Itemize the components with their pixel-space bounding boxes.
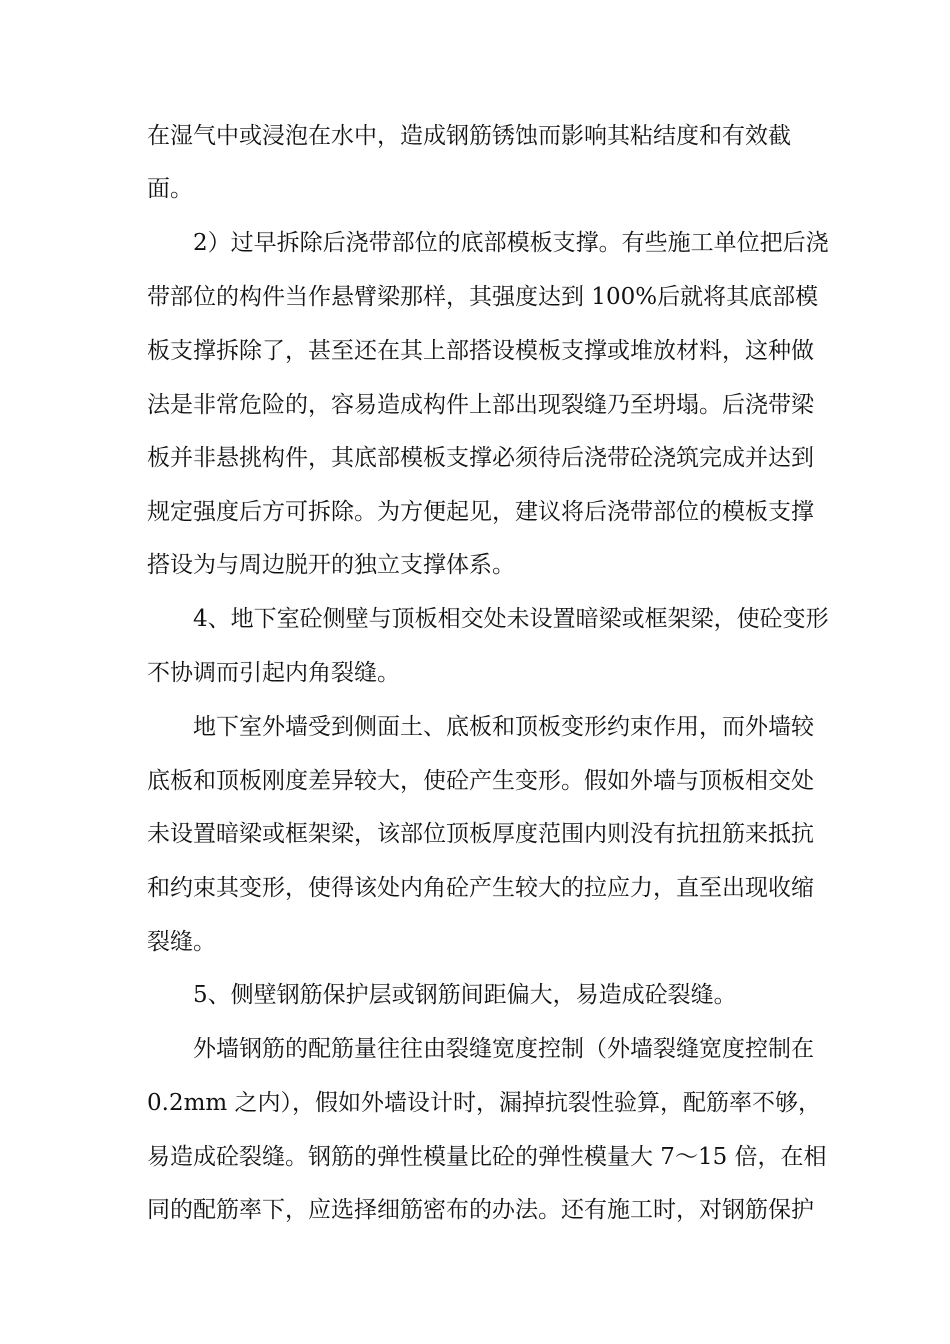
text-line: 裂缝。 bbox=[147, 929, 216, 955]
text-line: 板支撑拆除了，甚至还在其上部搭设模板支撑或堆放材料，这种做 bbox=[147, 338, 814, 364]
text-line: 法是非常危险的，容易造成构件上部出现裂缝乃至坍塌。后浇带梁 bbox=[147, 392, 814, 418]
text-line: 板并非悬挑构件，其底部模板支撑必须待后浇带砼浇筑完成并达到 bbox=[147, 445, 814, 471]
text-line: 底板和顶板刚度差异较大，使砼产生变形。假如外墙与顶板相交处 bbox=[147, 768, 814, 794]
text-line: 带部位的构件当作悬臂梁那样，其强度达到 100%后就将其底部模 bbox=[147, 284, 819, 310]
text-line: 在湿气中或浸泡在水中，造成钢筋锈蚀而影响其粘结度和有效截 bbox=[147, 123, 791, 149]
text-line: 0.2mm 之内），假如外墙设计时，漏掉抗裂性验算，配筋率不够， bbox=[147, 1090, 822, 1116]
text-line: 不协调而引起内角裂缝。 bbox=[147, 660, 400, 686]
text-line: 外墙钢筋的配筋量往往由裂缝宽度控制（外墙裂缝宽度控制在 bbox=[193, 1036, 814, 1062]
text-line: 同的配筋率下，应选择细筋密布的办法。还有施工时，对钢筋保护 bbox=[147, 1197, 814, 1223]
text-line: 搭设为与周边脱开的独立支撑体系。 bbox=[147, 552, 515, 578]
text-line: 地下室外墙受到侧面土、底板和顶板变形约束作用，而外墙较 bbox=[193, 714, 814, 740]
text-line: 和约束其变形，使得该处内角砼产生较大的拉应力，直至出现收缩 bbox=[147, 875, 814, 901]
text-line: 规定强度后方可拆除。为方便起见，建议将后浇带部位的模板支撑 bbox=[147, 499, 814, 525]
text-line: 易造成砼裂缝。钢筋的弹性模量比砼的弹性模量大 7～15 倍，在相 bbox=[147, 1144, 827, 1170]
text-line: 2）过早拆除后浇带部位的底部模板支撑。有些施工单位把后浇 bbox=[193, 230, 829, 256]
text-line: 4、地下室砼侧壁与顶板相交处未设置暗梁或框架梁，使砼变形 bbox=[193, 606, 829, 632]
text-line: 面。 bbox=[147, 176, 193, 202]
text-line: 未设置暗梁或框架梁，该部位顶板厚度范围内则没有抗扭筋来抵抗 bbox=[147, 821, 814, 847]
text-line: 5、侧壁钢筋保护层或钢筋间距偏大，易造成砼裂缝。 bbox=[193, 982, 737, 1008]
